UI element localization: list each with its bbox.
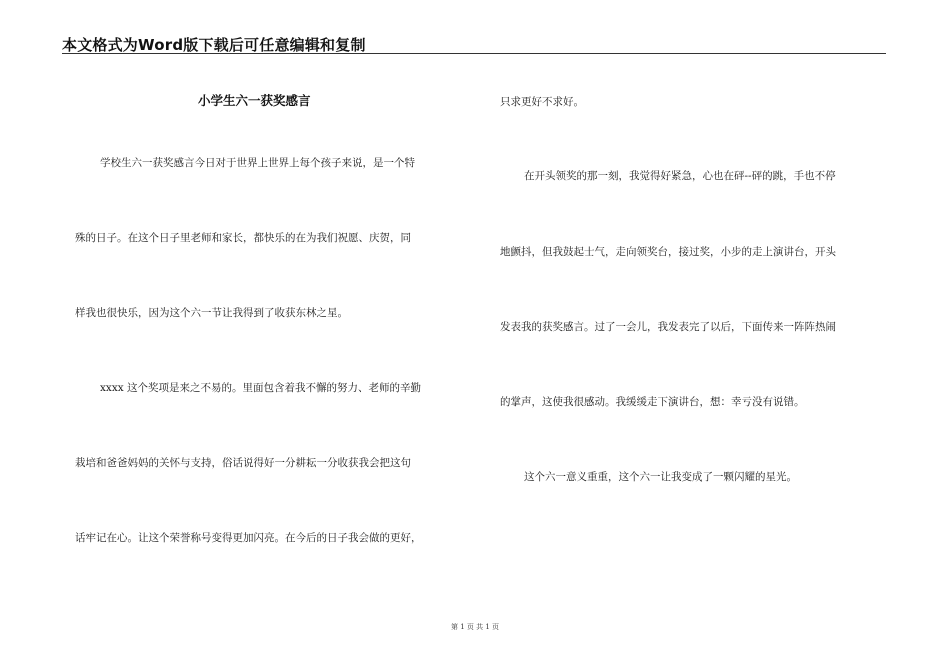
paragraph-line: xxxx 这个奖项是来之不易的。里面包含着我不懈的努力、老师的辛勤	[100, 382, 422, 394]
article-title: 小学生六一获奖感言	[198, 93, 311, 108]
paragraph-line: 这个六一意义重重，这个六一让我变成了一颗闪耀的星光。	[524, 471, 797, 483]
paragraph-line: 话牢记在心。让这个荣誉称号变得更加闪亮。在今后的日子我会做的更好，	[75, 532, 422, 544]
paragraph-line: 样我也很快乐，因为这个六一节让我得到了收获东林之星。	[75, 307, 348, 319]
paragraph-line: 地颤抖，但我鼓起士气，走向领奖台，接过奖，小步的走上演讲台，开头	[500, 246, 836, 258]
paragraph-line: 殊的日子。在这个日子里老师和家长，都快乐的在为我们祝愿、庆贺，同	[75, 232, 411, 244]
paragraph-line: 学校生六一获奖感言今日对于世界上世界上每个孩子来说，是一个特	[100, 157, 415, 169]
paragraph-line: 栽培和爸爸妈妈的关怀与支持，俗话说得好一分耕耘一分收获我会把这句	[75, 457, 411, 469]
paragraph-line: 只求更好不求好。	[500, 96, 584, 108]
header-banner: 本文格式为Word版下载后可任意编辑和复制	[62, 36, 366, 54]
header-divider	[62, 53, 886, 54]
paragraph-line: 在开头领奖的那一刻，我觉得好紧急，心也在砰--砰的跳，手也不停	[524, 170, 836, 182]
page-footer: 第 1 页 共 1 页	[450, 623, 500, 631]
paragraph-line: 发表我的获奖感言。过了一会儿，我发表完了以后，下面传来一阵阵热闹	[500, 321, 836, 333]
paragraph-line: 的掌声，这使我很感动。我缓缓走下演讲台，想：幸亏没有说错。	[500, 396, 805, 408]
